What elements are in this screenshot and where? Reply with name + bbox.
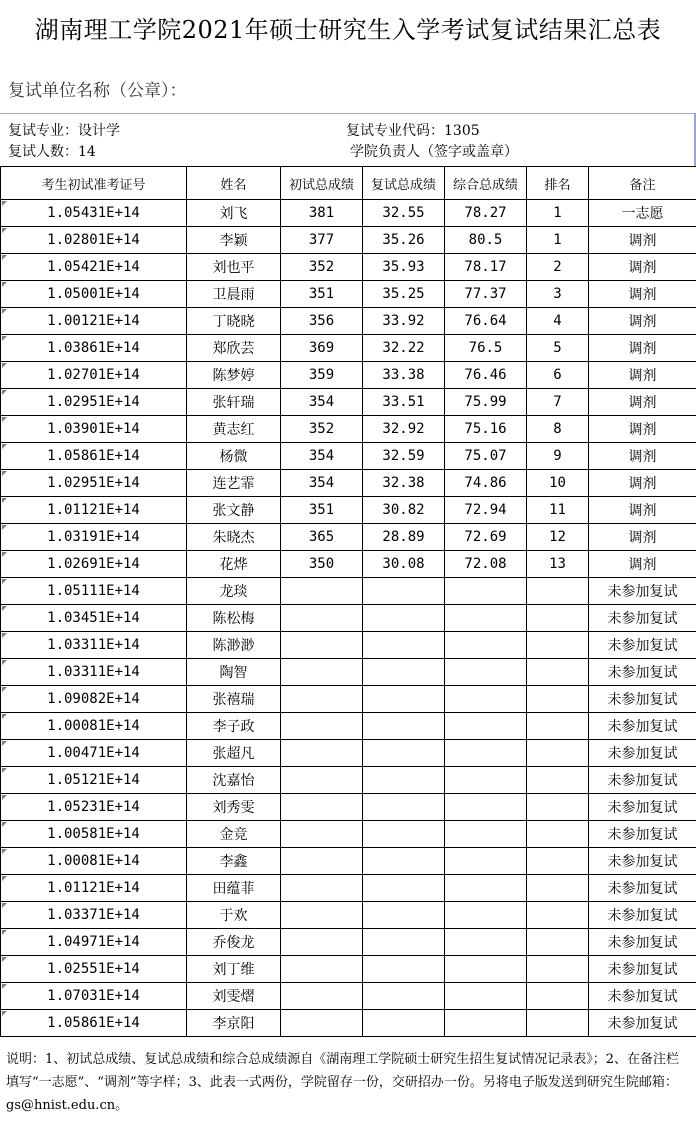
cell-total-score (445, 821, 527, 848)
cell-note: 未参加复试 (589, 632, 696, 659)
cell-retest-score (363, 767, 445, 794)
cell-retest-score: 32.55 (363, 200, 445, 227)
cell-exam-id: 1.02951E+14 (1, 470, 187, 497)
cell-retest-score: 32.59 (363, 443, 445, 470)
cell-initial-score (281, 848, 363, 875)
cell-exam-id: 1.02951E+14 (1, 389, 187, 416)
table-row (1, 686, 696, 713)
cell-initial-score: 369 (281, 335, 363, 362)
table-row (1, 605, 696, 632)
cell-name: 刘丁维 (187, 956, 281, 983)
table-row (1, 713, 696, 740)
cell-name: 张文静 (187, 497, 281, 524)
cell-note: 未参加复试 (589, 875, 696, 902)
cell-name: 金竞 (187, 821, 281, 848)
cell-name: 张超凡 (187, 740, 281, 767)
cell-exam-id: 1.00121E+14 (1, 308, 187, 335)
cell-rank (527, 632, 589, 659)
cell-note: 调剂 (589, 551, 696, 578)
cell-initial-score (281, 821, 363, 848)
cell-retest-score (363, 713, 445, 740)
cell-name: 龙琰 (187, 578, 281, 605)
cell-exam-id: 1.00471E+14 (1, 740, 187, 767)
cell-retest-score: 30.08 (363, 551, 445, 578)
table-row (1, 767, 696, 794)
cell-retest-score: 33.51 (363, 389, 445, 416)
cell-retest-score (363, 605, 445, 632)
cell-retest-score (363, 794, 445, 821)
cell-initial-score (281, 740, 363, 767)
cell-initial-score: 354 (281, 389, 363, 416)
cell-total-score (445, 848, 527, 875)
cell-note: 未参加复试 (589, 713, 696, 740)
cell-rank (527, 659, 589, 686)
cell-name: 刘飞 (187, 200, 281, 227)
cell-note: 调剂 (589, 524, 696, 551)
cell-rank (527, 767, 589, 794)
cell-rank (527, 956, 589, 983)
table-row (1, 740, 696, 767)
cell-exam-id: 1.00081E+14 (1, 713, 187, 740)
cell-exam-id: 1.05121E+14 (1, 767, 187, 794)
cell-total-score: 72.94 (445, 497, 527, 524)
cell-name: 陶智 (187, 659, 281, 686)
table-row (1, 497, 696, 524)
cell-retest-score (363, 632, 445, 659)
cell-rank: 5 (527, 335, 589, 362)
cell-total-score: 72.69 (445, 524, 527, 551)
table-row (1, 902, 696, 929)
cell-name: 丁晓晓 (187, 308, 281, 335)
cell-retest-score (363, 1010, 445, 1037)
cell-retest-score (363, 740, 445, 767)
cell-name: 杨微 (187, 443, 281, 470)
cell-retest-score: 32.92 (363, 416, 445, 443)
cell-exam-id: 1.03371E+14 (1, 902, 187, 929)
cell-rank: 7 (527, 389, 589, 416)
cell-name: 陈梦婷 (187, 362, 281, 389)
cell-rank (527, 794, 589, 821)
major-label: 复试专业：设计学 (8, 123, 120, 139)
cell-rank (527, 983, 589, 1010)
cell-exam-id: 1.05001E+14 (1, 281, 187, 308)
cell-initial-score: 359 (281, 362, 363, 389)
cell-note: 调剂 (589, 389, 696, 416)
cell-exam-id: 1.05861E+14 (1, 443, 187, 470)
header-rank: 排名 (527, 167, 589, 200)
unit-name-label: 复试单位名称（公章）： (8, 81, 187, 101)
cell-rank (527, 578, 589, 605)
cell-retest-score: 33.92 (363, 308, 445, 335)
cell-total-score (445, 983, 527, 1010)
cell-retest-score (363, 659, 445, 686)
cell-retest-score (363, 848, 445, 875)
cell-retest-score (363, 929, 445, 956)
cell-rank (527, 686, 589, 713)
table-row (1, 389, 696, 416)
results-table (0, 166, 696, 1037)
cell-note: 调剂 (589, 254, 696, 281)
table-row (1, 200, 696, 227)
cell-initial-score (281, 578, 363, 605)
table-row (1, 281, 696, 308)
cell-initial-score: 365 (281, 524, 363, 551)
cell-note: 未参加复试 (589, 659, 696, 686)
cell-retest-score (363, 821, 445, 848)
cell-initial-score (281, 605, 363, 632)
header-total-score: 综合总成绩 (445, 167, 527, 200)
cell-rank: 11 (527, 497, 589, 524)
cell-retest-score: 30.82 (363, 497, 445, 524)
cell-initial-score (281, 956, 363, 983)
signer-label: 学院负责人（签字或盖章） (350, 144, 518, 160)
cell-initial-score (281, 632, 363, 659)
cell-initial-score (281, 686, 363, 713)
cell-total-score: 76.5 (445, 335, 527, 362)
cell-name: 李鑫 (187, 848, 281, 875)
table-body (1, 200, 696, 1037)
cell-rank (527, 740, 589, 767)
cell-rank (527, 713, 589, 740)
cell-exam-id: 1.03311E+14 (1, 659, 187, 686)
cell-rank: 6 (527, 362, 589, 389)
header-initial-score: 初试总成绩 (281, 167, 363, 200)
table-row (1, 875, 696, 902)
cell-total-score (445, 686, 527, 713)
cell-note: 调剂 (589, 443, 696, 470)
cell-total-score (445, 713, 527, 740)
cell-initial-score (281, 1010, 363, 1037)
cell-total-score: 75.16 (445, 416, 527, 443)
cell-retest-score: 35.93 (363, 254, 445, 281)
cell-note: 调剂 (589, 281, 696, 308)
cell-initial-score: 352 (281, 416, 363, 443)
page-title: 湖南理工学院2021年硕士研究生入学考试复试结果汇总表 (34, 16, 662, 44)
cell-exam-id: 1.00081E+14 (1, 848, 187, 875)
table-row (1, 335, 696, 362)
cell-rank: 1 (527, 227, 589, 254)
cell-initial-score (281, 659, 363, 686)
cell-name: 郑欣芸 (187, 335, 281, 362)
cell-rank (527, 929, 589, 956)
table-row (1, 227, 696, 254)
cell-total-score (445, 794, 527, 821)
cell-exam-id: 1.03451E+14 (1, 605, 187, 632)
cell-exam-id: 1.03901E+14 (1, 416, 187, 443)
cell-exam-id: 1.00581E+14 (1, 821, 187, 848)
cell-exam-id: 1.05861E+14 (1, 1010, 187, 1037)
cell-exam-id: 1.09082E+14 (1, 686, 187, 713)
cell-total-score: 77.37 (445, 281, 527, 308)
footer-note: 说明：1、初试总成绩、复试总成绩和综合总成绩源自《湖南理工学院硕士研究生招生复试情况记录表》；2、在备注栏填写“一志愿”、“调剂”等字样；3、此表一式两份，学院留存一份，交研招办一份。另将电子版发送到研究生院邮箱：gs@hnist.edu.cn。 (6, 1052, 680, 1113)
cell-total-score: 78.17 (445, 254, 527, 281)
cell-total-score: 76.46 (445, 362, 527, 389)
cell-retest-score: 33.38 (363, 362, 445, 389)
cell-exam-id: 1.05431E+14 (1, 200, 187, 227)
cell-exam-id: 1.03861E+14 (1, 335, 187, 362)
cell-initial-score (281, 929, 363, 956)
cell-name: 李颖 (187, 227, 281, 254)
header-name: 姓名 (187, 167, 281, 200)
cell-name: 刘秀雯 (187, 794, 281, 821)
cell-rank (527, 1010, 589, 1037)
cell-total-score: 78.27 (445, 200, 527, 227)
table-header-row (1, 167, 696, 200)
cell-initial-score (281, 875, 363, 902)
table-row (1, 956, 696, 983)
table-row (1, 632, 696, 659)
cell-name: 乔俊龙 (187, 929, 281, 956)
header-note: 备注 (589, 167, 696, 200)
table-row (1, 416, 696, 443)
table-row (1, 362, 696, 389)
cell-name: 陈渺渺 (187, 632, 281, 659)
cell-note: 未参加复试 (589, 740, 696, 767)
cell-note: 调剂 (589, 497, 696, 524)
cell-note: 调剂 (589, 335, 696, 362)
cell-total-score (445, 956, 527, 983)
cell-name: 刘也平 (187, 254, 281, 281)
cell-note: 调剂 (589, 308, 696, 335)
cell-rank: 2 (527, 254, 589, 281)
cell-name: 李子政 (187, 713, 281, 740)
cell-total-score (445, 740, 527, 767)
cell-name: 沈嘉怡 (187, 767, 281, 794)
cell-note: 一志愿 (589, 200, 696, 227)
cell-note: 未参加复试 (589, 686, 696, 713)
cell-name: 张禧瑞 (187, 686, 281, 713)
cell-note: 未参加复试 (589, 956, 696, 983)
cell-retest-score: 35.26 (363, 227, 445, 254)
cell-retest-score: 35.25 (363, 281, 445, 308)
cell-rank: 4 (527, 308, 589, 335)
cell-note: 未参加复试 (589, 929, 696, 956)
table-row (1, 794, 696, 821)
cell-total-score (445, 632, 527, 659)
cell-note: 未参加复试 (589, 848, 696, 875)
cell-initial-score: 354 (281, 470, 363, 497)
cell-name: 朱晓杰 (187, 524, 281, 551)
cell-total-score: 75.99 (445, 389, 527, 416)
cell-initial-score (281, 794, 363, 821)
cell-name: 花烨 (187, 551, 281, 578)
cell-initial-score: 351 (281, 281, 363, 308)
cell-name: 田蕴菲 (187, 875, 281, 902)
cell-total-score: 76.64 (445, 308, 527, 335)
cell-exam-id: 1.01121E+14 (1, 875, 187, 902)
cell-initial-score: 356 (281, 308, 363, 335)
count-label: 复试人数：14 (8, 144, 96, 160)
cell-note: 未参加复试 (589, 794, 696, 821)
cell-exam-id: 1.05111E+14 (1, 578, 187, 605)
table-row (1, 659, 696, 686)
table-row (1, 929, 696, 956)
cell-note: 调剂 (589, 470, 696, 497)
table-row (1, 821, 696, 848)
cell-retest-score (363, 983, 445, 1010)
cell-name: 黄志红 (187, 416, 281, 443)
cell-initial-score (281, 767, 363, 794)
cell-rank (527, 875, 589, 902)
cell-total-score: 72.08 (445, 551, 527, 578)
cell-retest-score (363, 578, 445, 605)
cell-retest-score (363, 686, 445, 713)
cell-rank: 8 (527, 416, 589, 443)
cell-note: 未参加复试 (589, 578, 696, 605)
cell-total-score (445, 902, 527, 929)
cell-total-score: 75.07 (445, 443, 527, 470)
cell-name: 陈松梅 (187, 605, 281, 632)
cell-note: 未参加复试 (589, 605, 696, 632)
table-row (1, 524, 696, 551)
cell-rank (527, 605, 589, 632)
cell-note: 未参加复试 (589, 902, 696, 929)
cell-note: 调剂 (589, 416, 696, 443)
cell-rank (527, 902, 589, 929)
cell-name: 李京阳 (187, 1010, 281, 1037)
cell-exam-id: 1.04971E+14 (1, 929, 187, 956)
cell-initial-score: 351 (281, 497, 363, 524)
info-block (0, 113, 696, 166)
cell-rank: 3 (527, 281, 589, 308)
cell-note: 未参加复试 (589, 767, 696, 794)
cell-exam-id: 1.03191E+14 (1, 524, 187, 551)
cell-initial-score (281, 713, 363, 740)
cell-retest-score: 32.38 (363, 470, 445, 497)
cell-exam-id: 1.03311E+14 (1, 632, 187, 659)
cell-total-score (445, 1010, 527, 1037)
cell-exam-id: 1.05231E+14 (1, 794, 187, 821)
cell-total-score (445, 767, 527, 794)
cell-retest-score: 28.89 (363, 524, 445, 551)
cell-initial-score (281, 902, 363, 929)
header-retest-score: 复试总成绩 (363, 167, 445, 200)
cell-initial-score: 350 (281, 551, 363, 578)
cell-rank: 12 (527, 524, 589, 551)
cell-total-score: 80.5 (445, 227, 527, 254)
cell-name: 于欢 (187, 902, 281, 929)
cell-exam-id: 1.02801E+14 (1, 227, 187, 254)
table-row (1, 470, 696, 497)
cell-note: 未参加复试 (589, 983, 696, 1010)
cell-rank: 10 (527, 470, 589, 497)
table-row (1, 308, 696, 335)
cell-exam-id: 1.02701E+14 (1, 362, 187, 389)
cell-name: 卫晨雨 (187, 281, 281, 308)
table-row (1, 983, 696, 1010)
cell-name: 刘雯熠 (187, 983, 281, 1010)
table-row (1, 848, 696, 875)
cell-initial-score (281, 983, 363, 1010)
table-row (1, 578, 696, 605)
cell-retest-score (363, 956, 445, 983)
cell-rank: 13 (527, 551, 589, 578)
cell-retest-score: 32.22 (363, 335, 445, 362)
cell-total-score (445, 875, 527, 902)
cell-initial-score: 354 (281, 443, 363, 470)
cell-rank (527, 821, 589, 848)
cell-note: 调剂 (589, 362, 696, 389)
header-id: 考生初试准考证号 (1, 167, 187, 200)
table-row (1, 443, 696, 470)
cell-exam-id: 1.07031E+14 (1, 983, 187, 1010)
cell-retest-score (363, 875, 445, 902)
cell-exam-id: 1.02691E+14 (1, 551, 187, 578)
cell-initial-score: 377 (281, 227, 363, 254)
cell-exam-id: 1.01121E+14 (1, 497, 187, 524)
cell-rank: 1 (527, 200, 589, 227)
cell-name: 连艺霏 (187, 470, 281, 497)
table-row (1, 551, 696, 578)
cell-initial-score: 352 (281, 254, 363, 281)
table-row (1, 254, 696, 281)
cell-initial-score: 381 (281, 200, 363, 227)
cell-exam-id: 1.05421E+14 (1, 254, 187, 281)
cell-rank: 9 (527, 443, 589, 470)
cell-retest-score (363, 902, 445, 929)
cell-exam-id: 1.02551E+14 (1, 956, 187, 983)
cell-name: 张轩瑞 (187, 389, 281, 416)
cell-total-score (445, 929, 527, 956)
major-code-label: 复试专业代码：1305 (346, 123, 480, 139)
cell-rank (527, 848, 589, 875)
cell-total-score (445, 578, 527, 605)
cell-note: 未参加复试 (589, 821, 696, 848)
cell-total-score (445, 605, 527, 632)
cell-note: 未参加复试 (589, 1010, 696, 1037)
cell-note: 调剂 (589, 227, 696, 254)
cell-total-score (445, 659, 527, 686)
table-row (1, 1010, 696, 1037)
cell-total-score: 74.86 (445, 470, 527, 497)
